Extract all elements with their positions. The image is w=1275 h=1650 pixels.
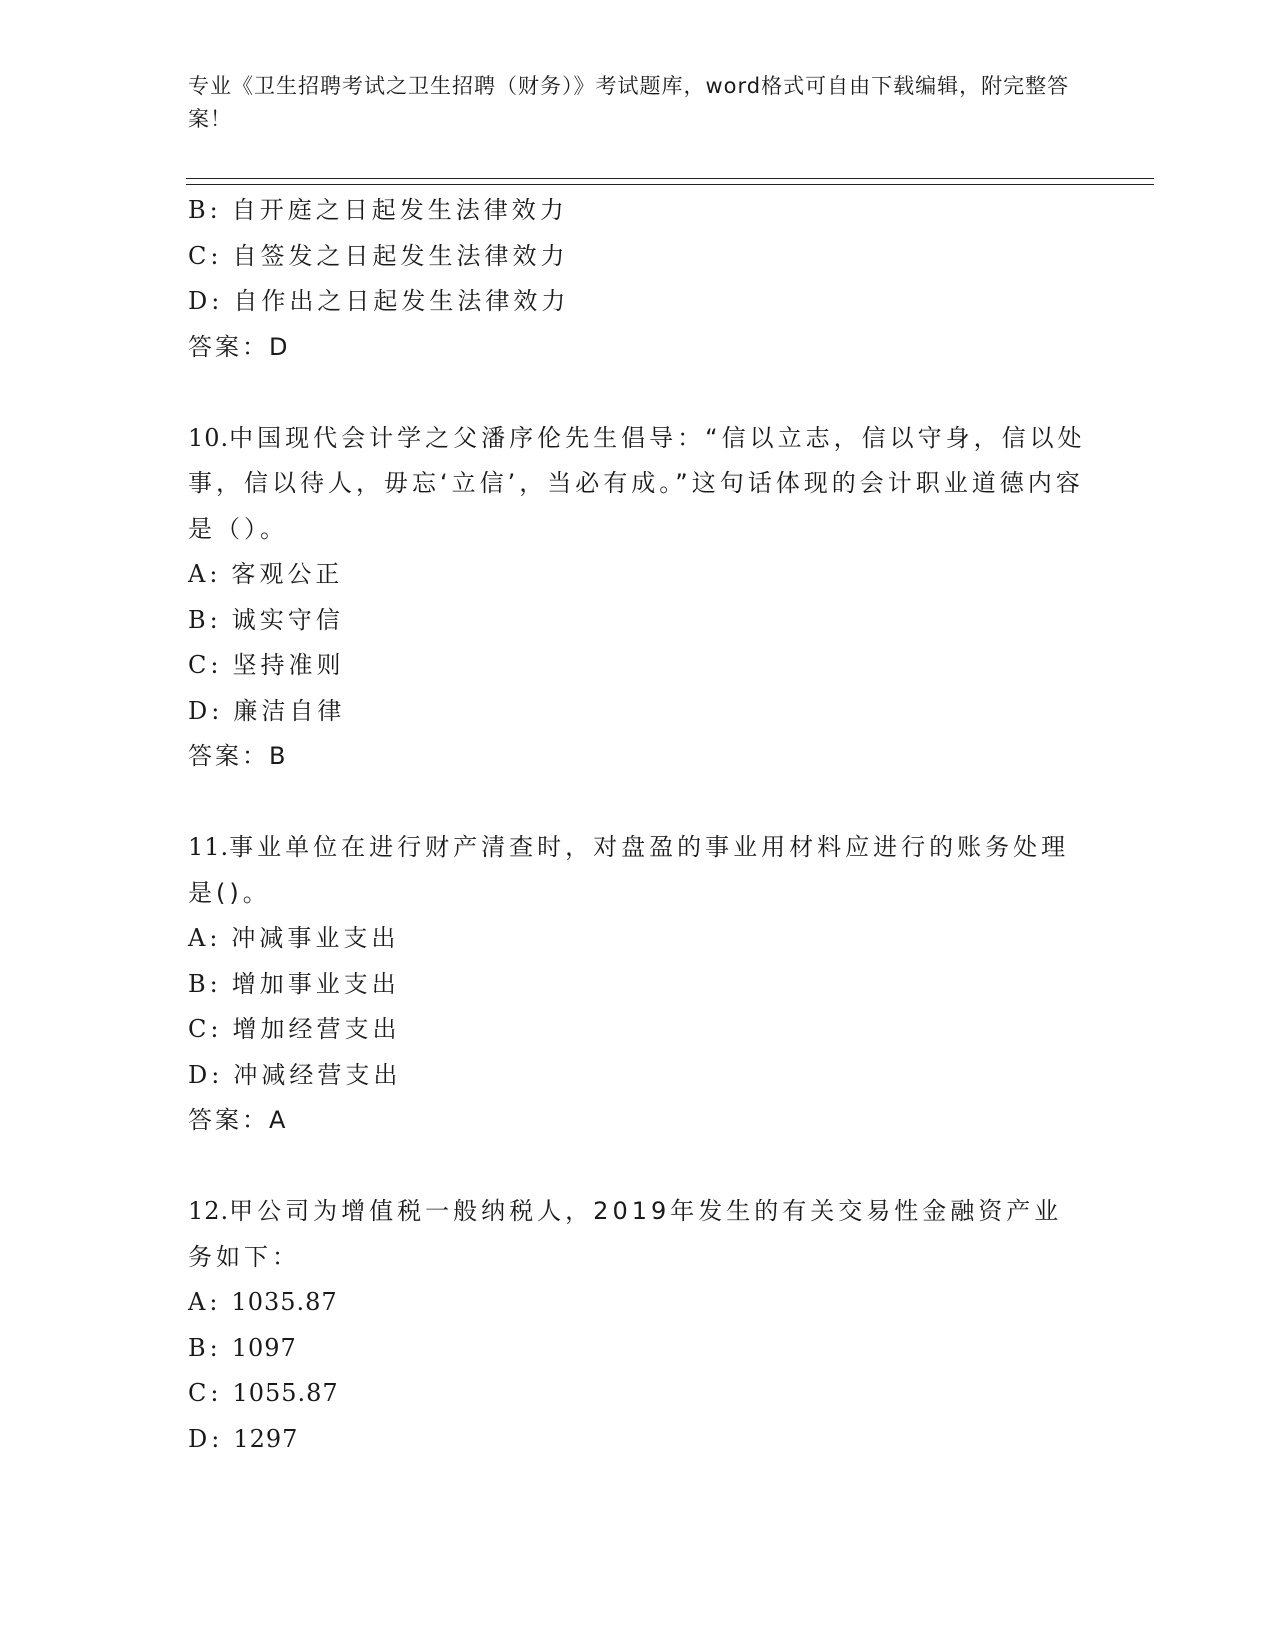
question-number: 10.	[188, 423, 230, 452]
option-b: B: 增加事业支出	[188, 969, 400, 998]
question-11	[188, 825, 1088, 1144]
document-header: 专业《卫生招聘考试之卫生招聘（财务）》考试题库，word格式可自由下载编辑，附完整答案！	[188, 74, 1070, 131]
header-divider-bottom	[186, 184, 1154, 185]
option-d: D: 冲减经营支出	[188, 1060, 402, 1089]
answer-line: 答案：D	[188, 332, 291, 361]
option-d: D: 自作出之日起发生法律效力	[188, 287, 570, 315]
question-number: 12.	[188, 1197, 230, 1225]
question-10	[188, 416, 1088, 780]
option-b: B: 诚实守信	[188, 605, 344, 634]
option-b: B: 自开庭之日起发生法律效力	[188, 196, 568, 224]
question-12	[188, 1189, 1088, 1462]
option-a: A: 冲减事业支出	[188, 924, 400, 952]
question-stem	[188, 1189, 1088, 1280]
question-9-partial	[188, 188, 1088, 370]
option-c: C: 增加经营支出	[188, 1015, 401, 1043]
question-number: 11.	[188, 833, 230, 861]
question-text: 中国现代会计学之父潘序伦先生倡导：“信以立志，信以守身，信以处事，信以待人，毋忘‘立信’，当必有成。”这句话体现的会计职业道德内容是（）。	[188, 423, 1086, 543]
option-b: B: 1097	[188, 1333, 297, 1362]
option-a: A: 1035.87	[188, 1288, 338, 1316]
option-a: A: 客观公正	[188, 560, 344, 588]
option-c: C: 自签发之日起发生法律效力	[188, 241, 569, 270]
question-stem	[188, 416, 1088, 553]
answer-line: 答案：A	[188, 1106, 289, 1134]
question-text: 甲公司为增值税一般纳税人，2019年发生的有关交易性金融资产业务如下：	[188, 1197, 1063, 1271]
option-c: C: 1055.87	[188, 1379, 339, 1407]
header-divider-top	[186, 178, 1154, 179]
answer-line: 答案：B	[188, 742, 289, 770]
question-list	[188, 188, 1088, 1462]
option-d: D: 1297	[188, 1424, 299, 1453]
option-d: D: 廉洁自律	[188, 696, 346, 725]
question-stem	[188, 825, 1088, 916]
option-c: C: 坚持准则	[188, 651, 345, 679]
question-text: 事业单位在进行财产清查时，对盘盈的事业用材料应进行的账务处理是()。	[188, 833, 1070, 907]
